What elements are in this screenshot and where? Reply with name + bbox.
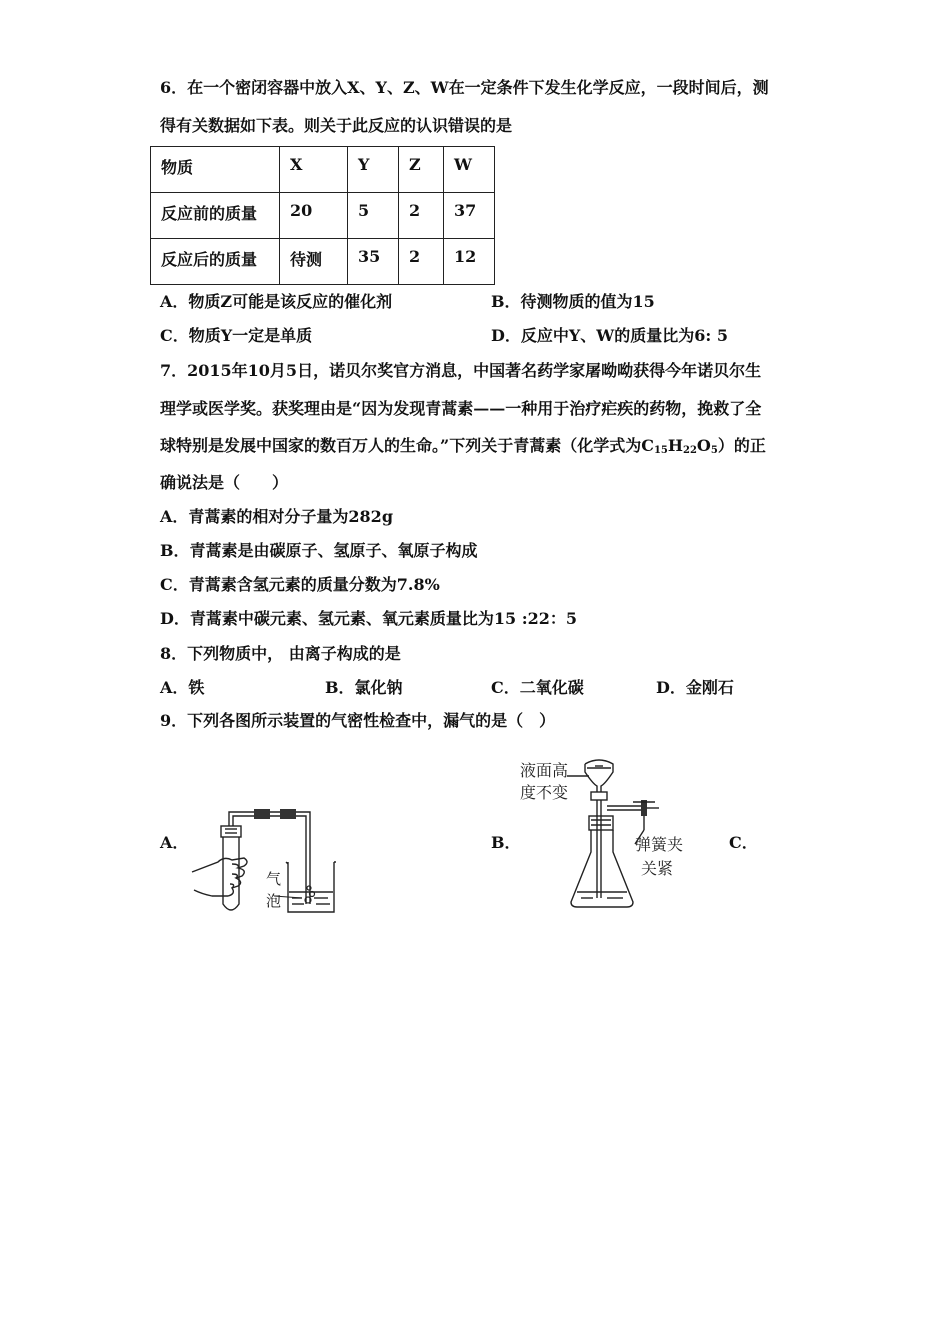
q6-option-d[interactable]: D．反应中Y、W的质量比为6: 5 bbox=[491, 326, 729, 345]
rubber-joint bbox=[254, 809, 270, 819]
q7-stem-line1: 7．2015年10月5日，诺贝尔奖官方消息，中国著名药学家屠呦呦获得今年诺贝尔生 bbox=[160, 361, 762, 380]
formula-subscript: 22 bbox=[683, 445, 697, 456]
table-header-cell: Z bbox=[399, 147, 444, 193]
table-cell: 12 bbox=[444, 239, 495, 285]
q7-line3-text: 球特别是发展中国家的数百万人的生命。”下列关于青蒿素（化学式为C bbox=[160, 436, 654, 455]
q6-option-b[interactable]: B．待测物质的值为15 bbox=[491, 292, 655, 311]
table-cell: 35 bbox=[348, 239, 399, 285]
figure-b-label-clip-1: 弹簧夹 bbox=[635, 835, 684, 854]
formula-subscript: 15 bbox=[653, 445, 668, 456]
table-cell: 5 bbox=[348, 193, 399, 239]
figure-b-label-level-1: 液面高 bbox=[520, 761, 569, 780]
stopcock bbox=[591, 792, 607, 800]
table-cell: 2 bbox=[399, 193, 444, 239]
conical-flask bbox=[571, 830, 633, 907]
table-header-row bbox=[151, 147, 495, 193]
stopper bbox=[221, 826, 241, 837]
table-cell: 2 bbox=[399, 239, 444, 285]
q7-option-b[interactable]: B．青蒿素是由碳原子、氢原子、氧原子构成 bbox=[160, 541, 478, 560]
formula-subscript: 5 bbox=[710, 445, 718, 456]
table-row bbox=[151, 193, 495, 239]
q7-option-a[interactable]: A．青蒿素的相对分子量为282g bbox=[160, 507, 394, 526]
q6-option-c[interactable]: C．物质Y一定是单质 bbox=[160, 326, 313, 345]
q8-option-d[interactable]: D．金刚石 bbox=[656, 678, 734, 697]
table-header-cell: W bbox=[444, 147, 495, 193]
q7-stem-line4: 确说法是（ ） bbox=[160, 473, 289, 492]
table-cell: 待测 bbox=[280, 239, 348, 285]
q9-option-c-label[interactable]: C． bbox=[729, 833, 758, 852]
table-row bbox=[151, 239, 495, 285]
test-tube bbox=[223, 836, 239, 910]
figure-a-label-bubble-2: 泡 bbox=[266, 892, 282, 910]
rubber-joint bbox=[280, 809, 296, 819]
q7-stem-line3 bbox=[160, 436, 766, 456]
q7-option-c[interactable]: C．青蒿素含氢元素的质量分数为7.8% bbox=[160, 575, 440, 594]
formula-letter: O bbox=[696, 436, 711, 455]
side-tube bbox=[607, 806, 641, 810]
formula-letter: H bbox=[667, 436, 683, 455]
q7-stem-line2: 理学或医学奖。获奖理由是“因为发现青蒿素——一种用于治疗疟疾的药物，挽救了全 bbox=[160, 399, 762, 418]
q7-line3-tail: ）的正 bbox=[717, 436, 766, 455]
table-cell: 37 bbox=[444, 193, 495, 239]
q9-option-a-label[interactable]: A． bbox=[160, 833, 189, 852]
q8-option-c[interactable]: C．二氧化碳 bbox=[491, 678, 584, 697]
q9-stem: 9．下列各图所示装置的气密性检查中，漏气的是（ ） bbox=[160, 711, 556, 730]
table-cell: 反应后的质量 bbox=[151, 239, 280, 285]
figure-a-apparatus bbox=[188, 800, 348, 920]
q8-stem: 8．下列物质中， 由离子构成的是 bbox=[160, 644, 401, 663]
table-cell: 20 bbox=[280, 193, 348, 239]
table-header-cell: X bbox=[280, 147, 348, 193]
q6-data-table bbox=[150, 146, 495, 285]
figure-b-apparatus bbox=[515, 752, 715, 914]
q6-stem-line1: 6．在一个密闭容器中放入X、Y、Z、W在一定条件下发生化学反应，一段时间后，测 bbox=[160, 78, 769, 97]
q8-option-a[interactable]: A．铁 bbox=[160, 678, 205, 697]
q8-option-b[interactable]: B．氯化钠 bbox=[325, 678, 403, 697]
table-cell: 反应前的质量 bbox=[151, 193, 280, 239]
q6-option-a[interactable]: A．物质Z可能是该反应的催化剂 bbox=[160, 292, 393, 311]
table-header-cell: 物质 bbox=[151, 147, 280, 193]
q9-option-b-label[interactable]: B． bbox=[491, 833, 521, 852]
q7-option-d[interactable]: D．青蒿素中碳元素、氢元素、氧元素质量比为15 :22：5 bbox=[160, 609, 578, 628]
figure-a-label-bubble-1: 气 bbox=[266, 870, 282, 888]
figure-b-label-level-2: 度不变 bbox=[520, 783, 569, 802]
table-header-cell: Y bbox=[348, 147, 399, 193]
q6-stem-line2: 得有关数据如下表。则关于此反应的认识错误的是 bbox=[160, 116, 513, 135]
figure-b-label-clip-2: 关紧 bbox=[641, 859, 674, 878]
